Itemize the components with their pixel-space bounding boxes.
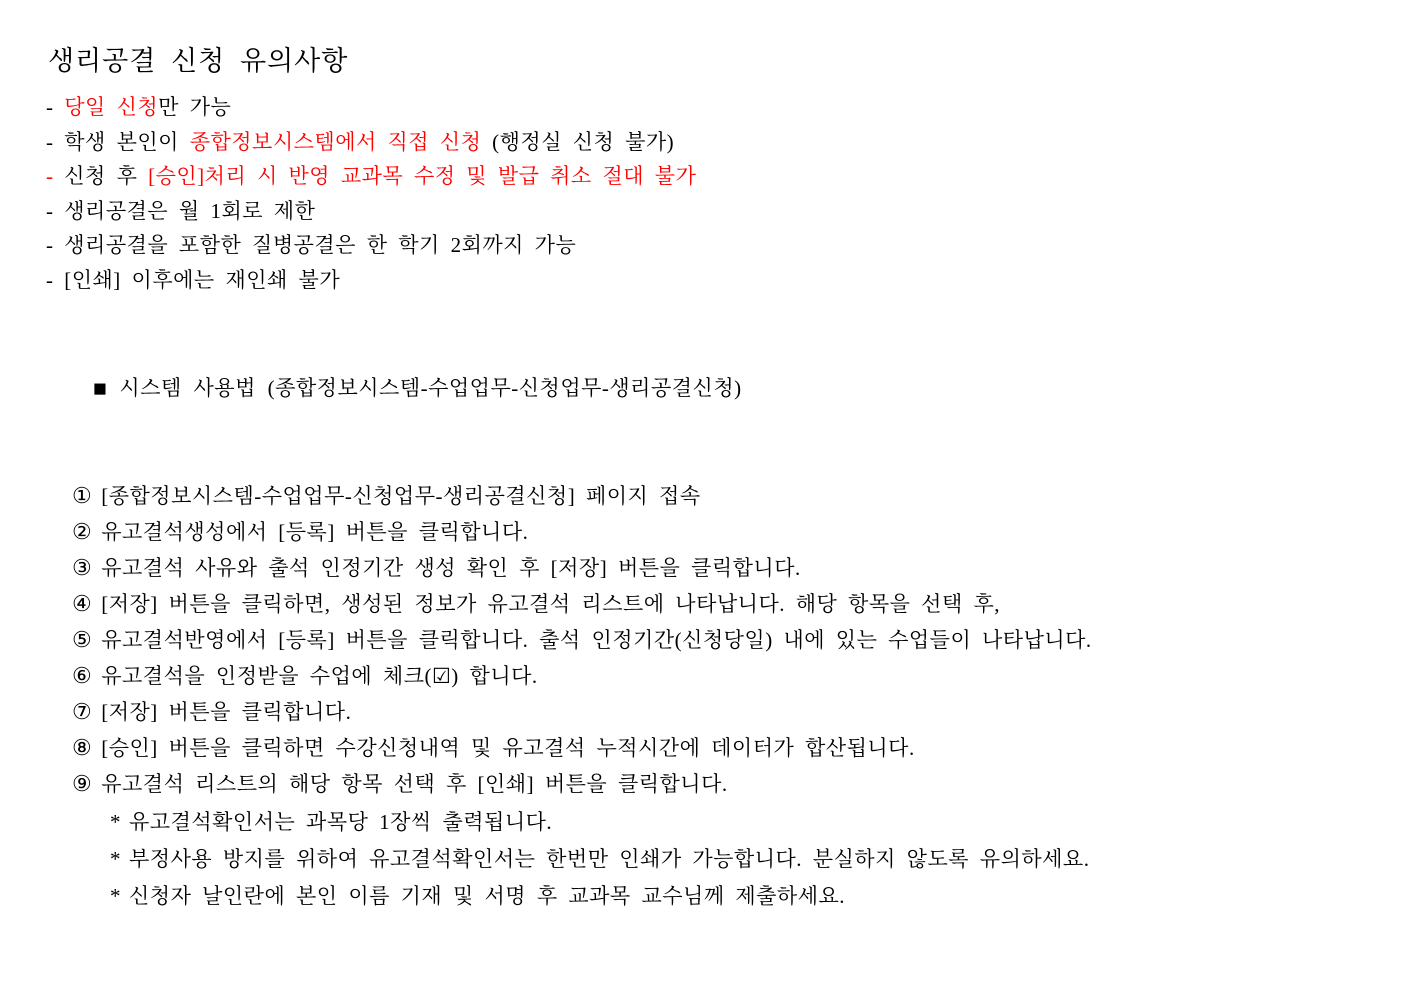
text-segment: - [인쇄] 이후에는 재인쇄 불가 bbox=[46, 267, 341, 292]
step-number-icon: ③ bbox=[72, 555, 93, 580]
note-line bbox=[46, 159, 1373, 194]
substep-line bbox=[110, 841, 1373, 878]
black-square-bullet-icon: ■ bbox=[93, 376, 108, 401]
note-line bbox=[46, 194, 1373, 229]
section-header-label: 시스템 사용법 (종합정보시스템-수업업무-신청업무-생리공결신청) bbox=[119, 376, 742, 400]
notes-list bbox=[46, 90, 1373, 297]
step-line bbox=[72, 730, 1373, 766]
text-segment: 만 가능 bbox=[158, 95, 232, 119]
substep-line bbox=[110, 804, 1373, 841]
substep-text: 신청자 날인란에 본인 이름 기재 및 서명 후 교과목 교수님께 제출하세요. bbox=[129, 884, 846, 908]
step-line bbox=[72, 622, 1373, 658]
step-number-icon: ⑤ bbox=[72, 627, 93, 652]
step-line bbox=[72, 478, 1373, 514]
step-text: 유고결석 리스트의 해당 항목 선택 후 [인쇄] 버튼을 클릭합니다. bbox=[101, 772, 728, 796]
text-segment: - 생리공결을 포함한 질병공결은 한 학기 2회까지 가능 bbox=[46, 233, 577, 257]
asterisk-icon: * bbox=[110, 847, 121, 871]
step-number-icon: ④ bbox=[72, 591, 93, 616]
step-text: 유고결석생성에서 [등록] 버튼을 클릭합니다. bbox=[101, 520, 529, 544]
step-number-icon: ⑨ bbox=[72, 771, 93, 796]
step-text: [종합정보시스템-수업업무-신청업무-생리공결신청] 페이지 접속 bbox=[101, 484, 701, 508]
text-segment: 당일 신청 bbox=[64, 95, 159, 119]
step-line bbox=[72, 694, 1373, 730]
text-segment: 신청 후 bbox=[64, 164, 149, 188]
step-line bbox=[72, 550, 1373, 586]
substep-line bbox=[110, 878, 1373, 915]
step-number-icon: ⑦ bbox=[72, 699, 93, 724]
step-number-icon: ① bbox=[72, 483, 93, 508]
step-number-icon: ② bbox=[72, 519, 93, 544]
substep-text: 유고결석확인서는 과목당 1장씩 출력됩니다. bbox=[129, 810, 553, 834]
step-text: [저장] 버튼을 클릭하면, 생성된 정보가 유고결석 리스트에 나타납니다. 해당 항목을 선택 후, bbox=[101, 592, 1001, 616]
step-line bbox=[72, 586, 1373, 622]
step-text: [저장] 버튼을 클릭합니다. bbox=[101, 700, 352, 724]
section-header bbox=[46, 343, 1373, 434]
asterisk-icon: * bbox=[110, 810, 121, 834]
step-number-icon: ⑥ bbox=[72, 663, 93, 688]
text-segment: 종합정보시스템에서 직접 신청 bbox=[189, 129, 482, 154]
text-segment: - bbox=[46, 164, 65, 188]
step-number-icon: ⑧ bbox=[72, 735, 93, 760]
step-text: 유고결석반영에서 [등록] 버튼을 클릭합니다. 출석 인정기간(신청당일) 내에 있는 수업들이 나타납니다. bbox=[101, 628, 1092, 652]
note-line bbox=[46, 228, 1373, 263]
note-line bbox=[46, 90, 1373, 125]
text-segment: [승인]처리 시 반영 교과목 수정 및 발급 취소 절대 불가 bbox=[148, 164, 697, 188]
page-title: 생리공결 신청 유의사항 bbox=[48, 46, 349, 76]
note-line bbox=[46, 125, 1373, 160]
step-text: [승인] 버튼을 클릭하면 수강신청내역 및 유고결석 누적시간에 데이터가 합산됩니다. bbox=[101, 736, 915, 760]
asterisk-icon: * bbox=[110, 884, 121, 908]
step-text: 유고결석을 인정받을 수업에 체크(☑) 합니다. bbox=[101, 664, 538, 688]
steps-list bbox=[72, 478, 1373, 802]
substeps-list bbox=[110, 804, 1373, 915]
text-segment: (행정실 신청 불가) bbox=[481, 129, 675, 154]
step-line bbox=[72, 658, 1373, 694]
text-segment: - 생리공결은 월 1회로 제한 bbox=[46, 198, 316, 223]
step-line bbox=[72, 514, 1373, 550]
step-line bbox=[72, 766, 1373, 802]
substep-text: 부정사용 방지를 위하여 유고결석확인서는 한번만 인쇄가 가능합니다. 분실하지 않도록 유의하세요. bbox=[129, 847, 1090, 871]
text-segment: - bbox=[46, 95, 65, 119]
text-segment: - 학생 본인이 bbox=[46, 129, 190, 154]
note-line bbox=[46, 263, 1373, 298]
step-text: 유고결석 사유와 출석 인정기간 생성 확인 후 [저장] 버튼을 클릭합니다. bbox=[101, 556, 801, 580]
